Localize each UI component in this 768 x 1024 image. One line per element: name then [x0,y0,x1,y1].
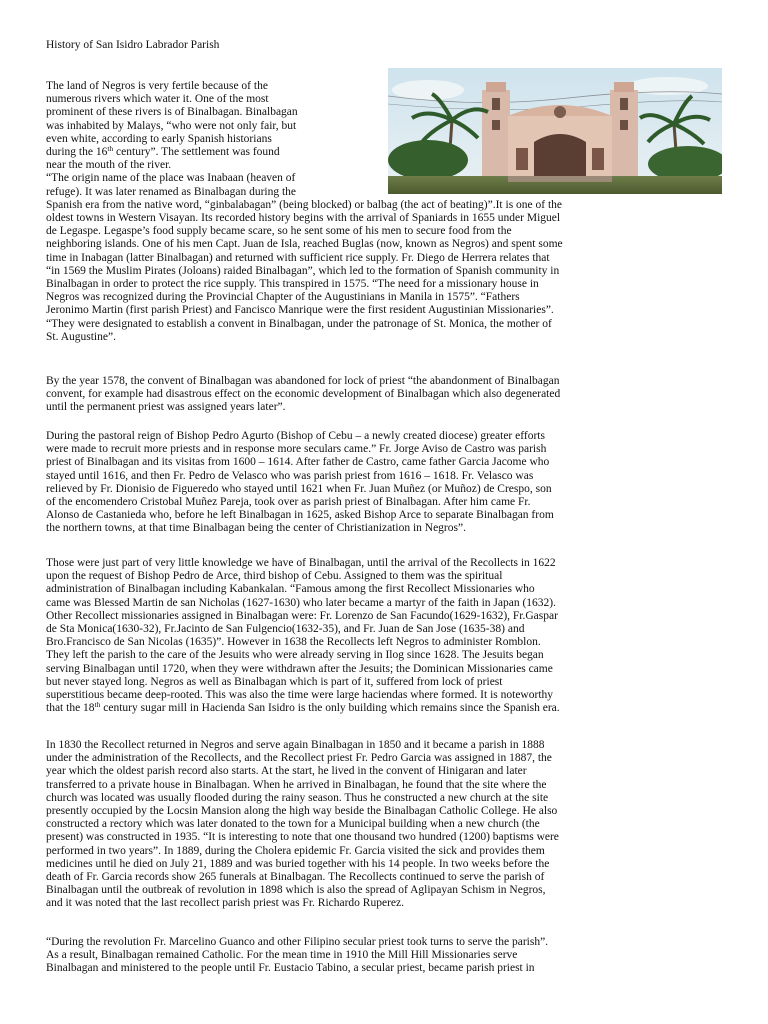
text-line: Bro.Francisco de San Nicolas (1635)”. However in 1638 the Recollects left Negros to administer Romblon. [46,636,541,649]
text-line: refuge). It was later renamed as Binalbagan during the [46,185,297,198]
church-photo [388,68,722,194]
text-line: “in 1569 the Muslim Pirates (Joloans) raided Binalbagan”, which led to the formation of Spanish community in [46,264,560,277]
text-line: presently occupied by the Locsin Mansion along the high way beside the Binalbagan Catholic College. He also [46,805,558,817]
text-line: neighboring islands. One of his men Capt. Juan de Isla, reached Buglas (now, known as Negros) and spent some [46,238,563,251]
text-line: death of Fr. Garcia records show 265 funerals at Binalbagan. The Recollects continued to serve the parish of [46,871,545,883]
text-line: even white, according to early Spanish historians [46,132,272,145]
text-line: Spanish era from the native word, “ginbalabagan” (being blocked) or balbag (the act of beating)”.It is one of the [46,198,563,211]
text-line: They left the parish to the care of the Jesuits who were already serving in Ilog since 1628. The Jesuits began [46,649,544,662]
text-line: near the mouth of the river. [46,159,172,172]
text-line: Binalbagan and ministered to the people until Fr. Eustacio Tabino, a secular priest, became parish priest in [46,962,535,975]
text-line: came was Blessed Martin de san Nicholas (1627-1630) who later became a martyr of the faith in Japan (1632). [46,596,556,609]
text-line: By the year 1578, the convent of Binalbagan was abandoned for lock of priest “the abandonment of Binalbagan [46,375,560,387]
text-line: The land of Negros is very fertile because of the [46,80,268,92]
text-line: of the encomendero Cristobal Muñez Pareja, took over as parish priest of Binalbagan. After him came Fr. [46,496,531,508]
text-line: was inhabited by Malays, “who were not only fair, but [46,119,297,132]
text-line: As a result, Binalbagan remained Catholic. For the mean time in 1910 the Mill Hill Missionaries serve [46,949,518,962]
text-line: superstitious became deep-rooted. This was also the time were large haciendas where formed. It is noteworthy [46,689,554,701]
text-line: serving Binalbagan until 1720, when they were withdrawn after the Jesuits; the Dominican Missionaries came [46,662,553,675]
text-line: were made to recruit more priests and in response more seculars came.” Fr. Jorge Aviso de Castro was parish [46,443,547,456]
text-line: Negros was recognized during the Provincial Chapter of the Augustinians in Manila in 1575”. “Fathers [46,291,520,304]
text-line: time in Inabagan (latter Binalbagan) and returned with sufficient rice supply. Fr. Diego de Herrera relates that [46,251,550,264]
text-line: relieved by Fr. Dionisio de Figueredo who stayed until 1621 when Fr. Juan Muñez (or Muñoz) de Crespo, son [46,482,552,495]
text-line: present) was constructed in 1935. “It is interesting to note that one thousand two hundred (1200) baptisms were [46,831,559,844]
text-line: Other Recollect missionaries assigned in Binalbagan were: Fr. Lorenzo de San Facundo(1629-1632), Fr.Gaspar [46,609,558,622]
document-title: History of San Isidro Labrador Parish [46,39,220,51]
text-line: In 1830 the Recollect returned in Negros and serve again Binalbagan in 1850 and it became a parish in 1888 [46,739,545,751]
text-line: Binalbagan until the outbreak of revolution in 1898 which is also the spread of Aglipayan Schism in Negros, [46,884,546,897]
text-line: the northern towns, at that time Binalbagan being the center of Christianization in Negros”. [46,522,466,535]
text-line: constructed a rectory which was later donated to the town for a Municipal building when a new church (the [46,818,540,831]
text-line: upon the request of Bishop Pedro de Arce, third bishop of Cebu. Assigned to them was the spiritual [46,570,503,583]
text-line: under the administration of the Recollects, and the Recollect priest Fr. Pedro Garcia was assigned in 1887, the [46,752,552,765]
text-line: that the 18th century sugar mill in Hacienda San Isidro is the only building which remains since the Spanish era. [46,700,560,715]
text-line: year which the oldest parish record also starts. At the start, he lived in the convent of Hinigaran and later [46,765,527,778]
text-line: medicines until he died on July 21, 1889 and was buried together with his 14 people. In two weeks before the [46,857,550,870]
text-line: until the permanent priest was assigned years later”. [46,401,286,414]
text-line: oldest towns in Western Visayan. Its recorded history begins with the arrival of Spaniards in 1655 under Miguel [46,212,561,224]
text-line: stayed until 1616, and then Fr. Pedro de Velasco who was parish priest from 1616 – 1618. Fr. Velasco was [46,469,534,482]
text-line: transferred to a private house in Binalbagan. When he arrived in Binalbagan, he found that the site where the [46,778,547,791]
text-line: prominent of these rivers is of Binalbagan. Binalbagan [46,106,298,119]
text-line: during the 16th century”. The settlement was found [46,144,280,158]
text-line: Those were just part of very little knowledge we have of Binalbagan, until the arrival of the Recollects in 1622 [46,557,556,569]
text-line: but never stayed long. Negros as well as Binalbagan which is part of it, suffered from lock of priest [46,675,503,688]
text-line: administration of Binalbagan including Kabankalan. “Famous among the first Recollect Missionaries who [46,583,535,596]
text-line: priest of Binalbagan and its visitas from 1600 – 1614. After father de Castro, came father Garcia Jacome who [46,456,550,469]
text-line: “During the revolution Fr. Marcelino Guanco and other Filipino secular priest took turns to serve the parish”. [46,936,549,948]
text-line: “They were designated to establish a convent in Binalbagan, under the patronage of St. Monica, the mother of [46,317,552,330]
text-line: de Sta Monica(1630-32), Fr.Jacinto de San Fulgencio(1632-35), and Fr. Juan de San Jose (1635-38) and [46,623,525,635]
text-line: During the pastoral reign of Bishop Pedro Agurto (Bishop of Cebu – a newly created diocese) greater efforts [46,430,545,442]
text-line: St. Augustine”. [46,330,116,343]
text-line: de Legaspe. Legaspe’s food supply became scare, so he sent some of his men to secure food from the [46,225,512,238]
text-line: Binalbagan in order to protect the rice supply. This transpired in 1575. “The need for a missionary house in [46,278,539,290]
text-line: church was located was usually flooded during the rainy season. Thus he constructed a new church at the site [46,791,549,804]
text-line: performed in two years”. In 1889, during the Cholera epidemic Fr. Garcia visited the sick and provides them [46,844,545,857]
text-line: Alonso de Castanieda who, before he left Binalbagan in 1625, asked Bishop Arce to separate Binalbagan from [46,509,554,522]
text-line: “The origin name of the place was Inabaan (heaven of [46,172,296,185]
text-line: convent, for example had disastrous effect on the economic development of Binalbagan which also degenerated [46,388,561,401]
church-illustration [388,68,722,194]
text-line: Jeronimo Martin (first parish Priest) and Fancisco Manrique were the first resident Augustinian Missionaries”. [46,304,554,317]
text-line: numerous rivers which water it. One of the most [46,93,269,106]
text-line: and it was noted that the last recollect parish priest was Fr. Richardo Ruperez. [46,897,404,910]
